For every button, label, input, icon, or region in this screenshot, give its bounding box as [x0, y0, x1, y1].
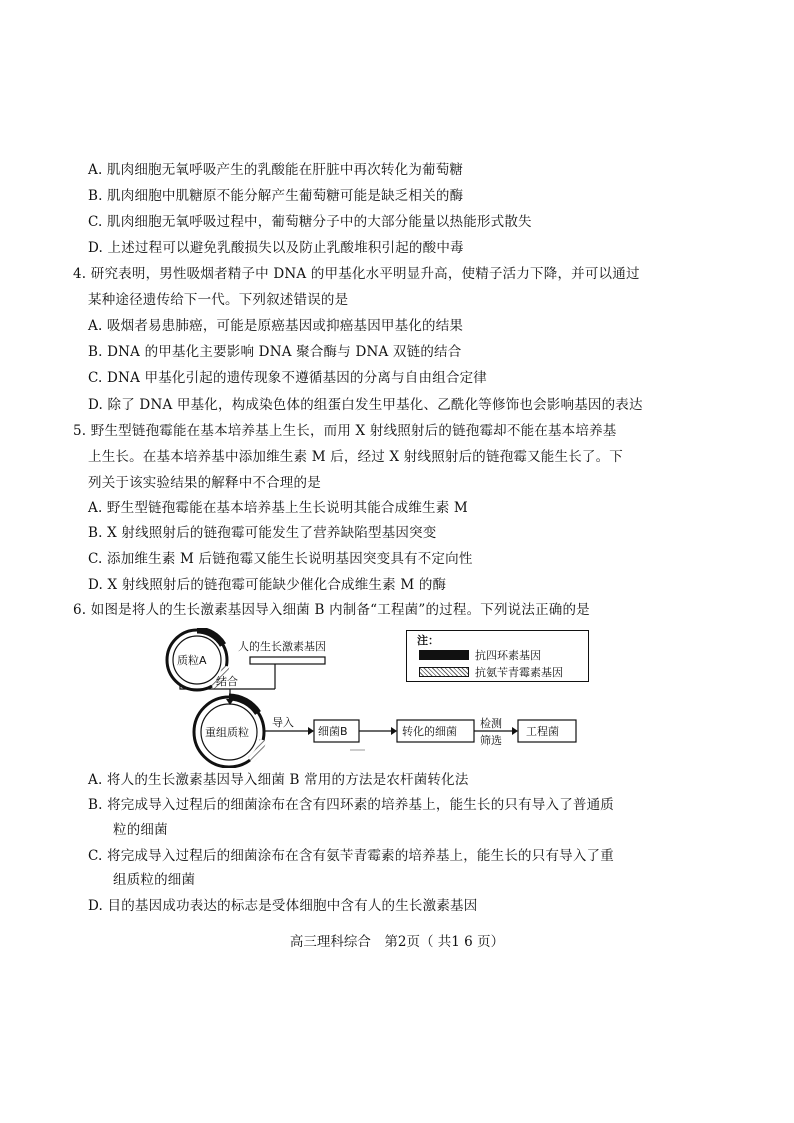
gene-segment [250, 657, 325, 664]
q6-option-a: A. 将人的生长激素基因导入细菌 B 常用的方法是农杆菌转化法 [88, 772, 469, 788]
q4-stem-line2: 某种途径遗传给下一代。下列叙述错误的是 [88, 292, 349, 308]
q3-option-b: B. 肌肉细胞中肌糖原不能分解产生葡萄糖可能是缺乏相关的酶 [88, 188, 464, 204]
q5-stem-line2: 上生长。在基本培养基中添加维生素 M 后，经过 X 射线照射后的链孢霉又能生长了。下 [88, 449, 623, 465]
q3-option-a: A. 肌肉细胞无氧呼吸产生的乳酸能在肝脏中再次转化为葡萄糖 [88, 162, 464, 178]
transformed-label: 转化的细菌 [402, 725, 457, 738]
legend-title: 注： [417, 634, 439, 647]
page-footer: 高三理科综合 第2页（ 共1 6 页） [289, 934, 505, 950]
gene-label: 人的生长激素基因 [238, 640, 326, 653]
hatched-swatch-icon [419, 667, 469, 677]
q5-option-b: B. X 射线照射后的链孢霉可能发生了营养缺陷型基因突变 [88, 525, 437, 541]
recombinant-label: 重组质粒 [205, 726, 249, 739]
q6-option-c-line1: C. 将完成导入过程后的细菌涂布在含有氨苄青霉素的培养基上，能生长的只有导入了重 [88, 848, 614, 864]
q6-stem: 6. 如图是将人的生长激素基因导入细菌 B 内制备“工程菌”的过程。下列说法正确的是 [73, 602, 590, 618]
plasmid-a-label: 质粒A [177, 654, 207, 667]
q4-option-a: A. 吸烟者易患肺癌，可能是原癌基因或抑癌基因甲基化的结果 [88, 318, 464, 334]
q4-stem-line1: 4. 研究表明，男性吸烟者精子中 DNA 的甲基化水平明显升高，使精子活力下降，并可以通过 [73, 266, 640, 282]
bacteria-b-label: 细菌B [318, 725, 348, 738]
diagram-legend: 注： 抗四环素基因 抗氨苄青霉素基因 [406, 630, 589, 682]
q4-option-b: B. DNA 的甲基化主要影响 DNA 聚合酶与 DNA 双链的结合 [88, 344, 462, 360]
q6-option-b-line2: 粒的细菌 [113, 822, 168, 838]
q4-option-d: D. 除了 DNA 甲基化，构成染色体的组蛋白发生甲基化、乙酰化等修饰也会影响基因的表达 [88, 397, 643, 413]
q6-option-c-line2: 组质粒的细菌 [113, 872, 196, 888]
q5-option-c: C. 添加维生素 M 后链孢霉又能生长说明基因突变具有不定向性 [88, 551, 473, 567]
q5-stem-line3: 列关于该实验结果的解释中不合理的是 [88, 475, 321, 491]
q3-option-d: D. 上述过程可以避免乳酸损失以及防止乳酸堆积引起的酸中毒 [88, 240, 464, 256]
import-label: 导入 [272, 716, 294, 729]
engineered-label: 工程菌 [526, 725, 559, 738]
detect-label: 检测 [480, 717, 502, 730]
q6-option-d: D. 目的基因成功表达的标志是受体细胞中含有人的生长激素基因 [88, 898, 478, 914]
q5-stem-line1: 5. 野生型链孢霉能在基本培养基上生长，而用 X 射线照射后的链孢霉却不能在基本培养基 [73, 423, 617, 439]
black-swatch-icon [419, 650, 469, 660]
q6-option-b-line1: B. 将完成导入过程后的细菌涂布在含有四环素的培养基上，能生长的只有导入了普通质 [88, 797, 615, 813]
q3-option-c: C. 肌肉细胞无氧呼吸过程中，葡萄糖分子中的大部分能量以热能形式散失 [88, 214, 532, 230]
q5-option-d: D. X 射线照射后的链孢霉可能缺少催化合成维生素 M 的酶 [88, 577, 447, 593]
q5-option-a: A. 野生型链孢霉能在基本培养基上生长说明其能合成维生素 M [88, 500, 468, 516]
screen-label: 筛选 [480, 734, 502, 747]
combine-label: 结合 [216, 675, 238, 688]
q4-option-c: C. DNA 甲基化引起的遗传现象不遵循基因的分离与自由组合定律 [88, 370, 488, 386]
